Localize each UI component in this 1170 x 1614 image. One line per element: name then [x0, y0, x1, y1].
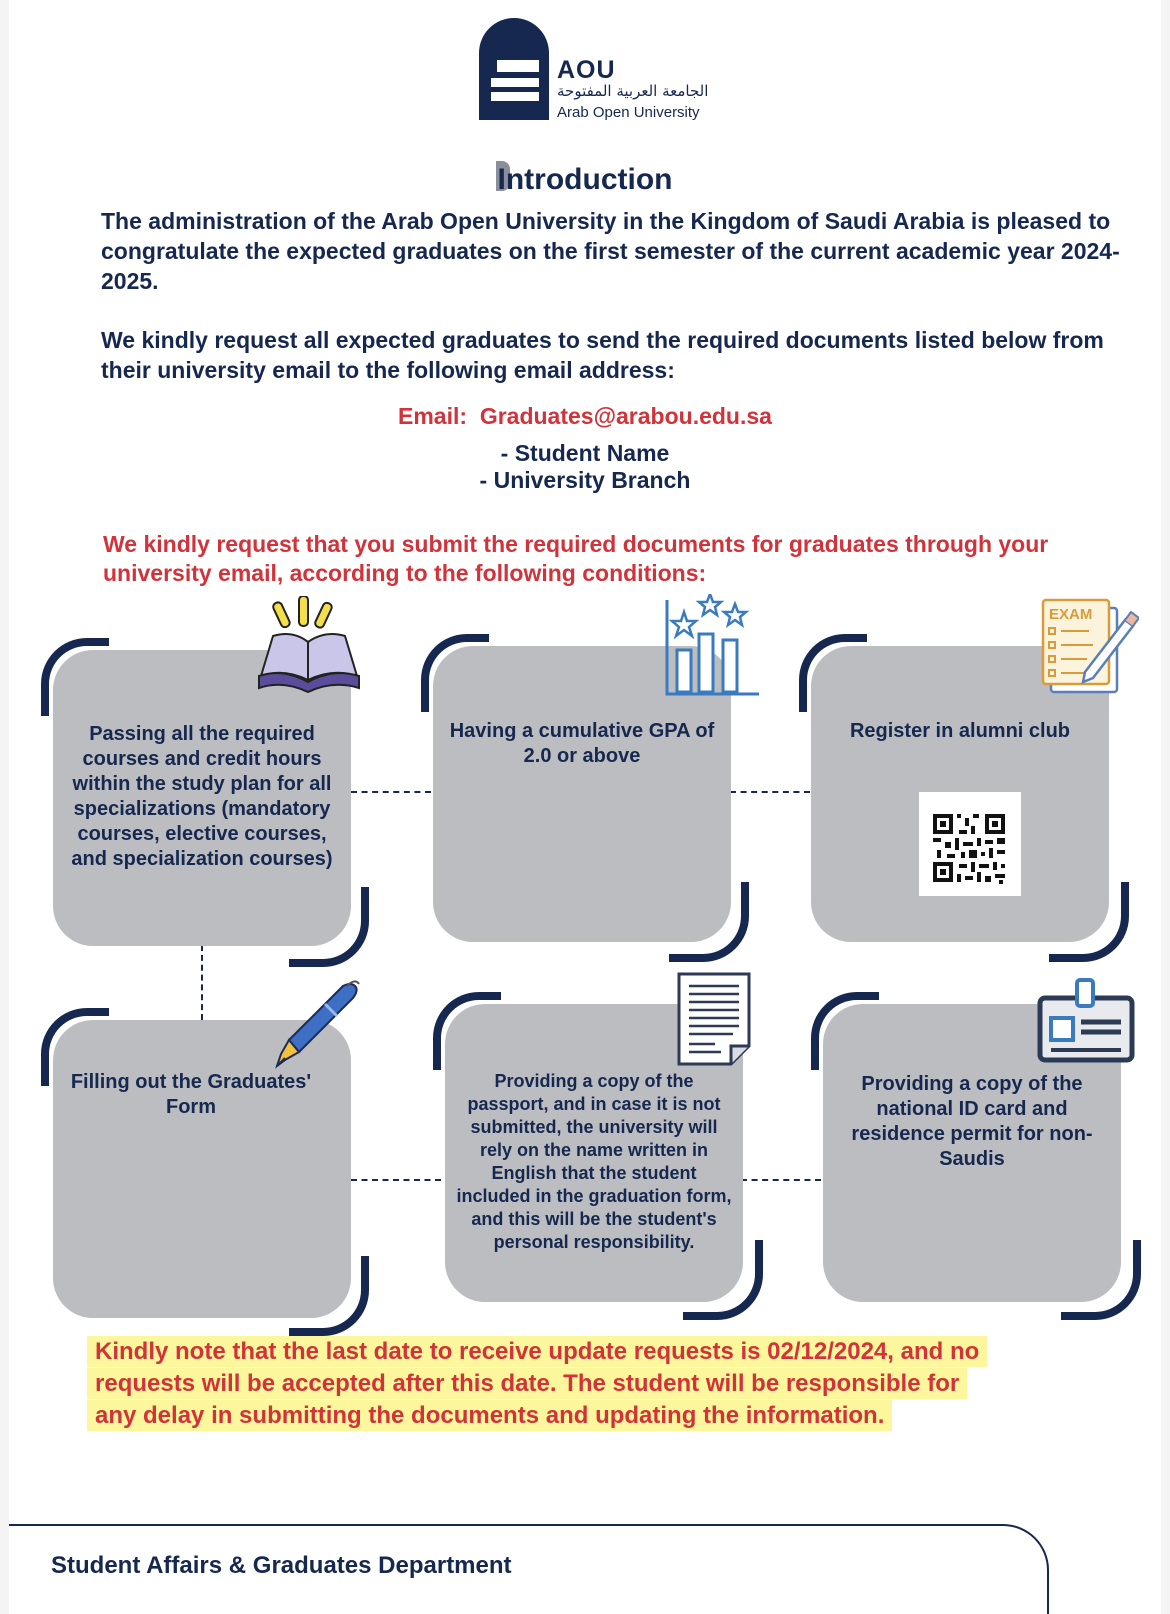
deadline-note: [87, 1336, 1087, 1432]
required-info-student-name: - Student Name: [500, 440, 670, 466]
card-corner-bracket: [1061, 1240, 1141, 1320]
connector-line: [351, 1179, 441, 1181]
open-book-icon: [253, 596, 363, 696]
intro-paragraph-2: We kindly request all expected graduates to send the required documents listed below from their university email to the following email address:: [101, 327, 1104, 383]
card-corner-bracket: [289, 887, 369, 967]
fountain-pen-icon: [263, 980, 363, 1072]
footer-department: Student Affairs & Graduates Department: [51, 1552, 512, 1579]
document-page: [9, 0, 1161, 1614]
card-text: Filling out the Graduates' Form: [70, 1071, 312, 1118]
connector-line: [730, 791, 810, 793]
bar-chart-stars-icon: [665, 594, 765, 696]
deadline-note-line-2: requests will be accepted after this date. The student will be responsible for: [87, 1368, 967, 1399]
connector-line: [351, 791, 431, 793]
connector-line: [741, 1179, 821, 1181]
exam-paper-icon: [1039, 598, 1139, 696]
logo-english-name: Arab Open University: [557, 104, 700, 121]
document-icon: [675, 972, 753, 1068]
deadline-note-line-1: Kindly note that the last date to receive update requests is 02/12/2024, and no: [87, 1336, 987, 1367]
card-corner-bracket: [669, 882, 749, 962]
card-text: Having a cumulative GPA of 2.0 or above: [449, 720, 715, 767]
logo-abbreviation: AOU: [557, 56, 616, 84]
card-corner-bracket: [289, 1256, 369, 1336]
intro-paragraph-1: The administration of the Arab Open University in the Kingdom of Saudi Arabia is pleased to congratulate the expected graduates on the first semester of the current academic year 2024-2025.: [101, 208, 1120, 294]
card-text: Register in alumni club: [849, 720, 1071, 742]
card-text: Providing a copy of the national ID card and residence permit for non-Saudis: [851, 1073, 1093, 1170]
svg-text:EXAM: EXAM: [1049, 606, 1093, 623]
conditions-note: We kindly request that you submit the required documents for graduates through your university email, according to the following conditions:: [103, 531, 1049, 586]
email-address-link[interactable]: Graduates@arabou.edu.sa: [479, 403, 772, 429]
page-title: Introduction: [497, 163, 673, 196]
deadline-note-line-3: any delay in submitting the documents and updating the information.: [87, 1400, 892, 1431]
qr-code-icon[interactable]: [919, 792, 1021, 896]
aou-logo-icon: [479, 18, 549, 120]
card-corner-bracket: [683, 1240, 763, 1320]
id-card-icon: [1037, 978, 1137, 1064]
connector-line: [201, 945, 203, 1020]
card-text: Providing a copy of the passport, and in case it is not submitted, the university will rely on the name written in English that the student included in the graduation form, and this will be the student's personal responsibility.: [456, 1071, 732, 1252]
email-label: Email:: [398, 403, 468, 429]
card-text: Passing all the required courses and credit hours within the study plan for all specializations (mandatory courses, elective courses, and specialization courses): [71, 723, 333, 870]
qr-code-frame: [919, 792, 1021, 896]
required-info-branch: - University Branch: [479, 467, 691, 493]
logo-arabic-name: الجامعة العربية المفتوحة: [557, 82, 709, 100]
email-line: [9, 403, 1161, 430]
card-corner-bracket: [1049, 882, 1129, 962]
